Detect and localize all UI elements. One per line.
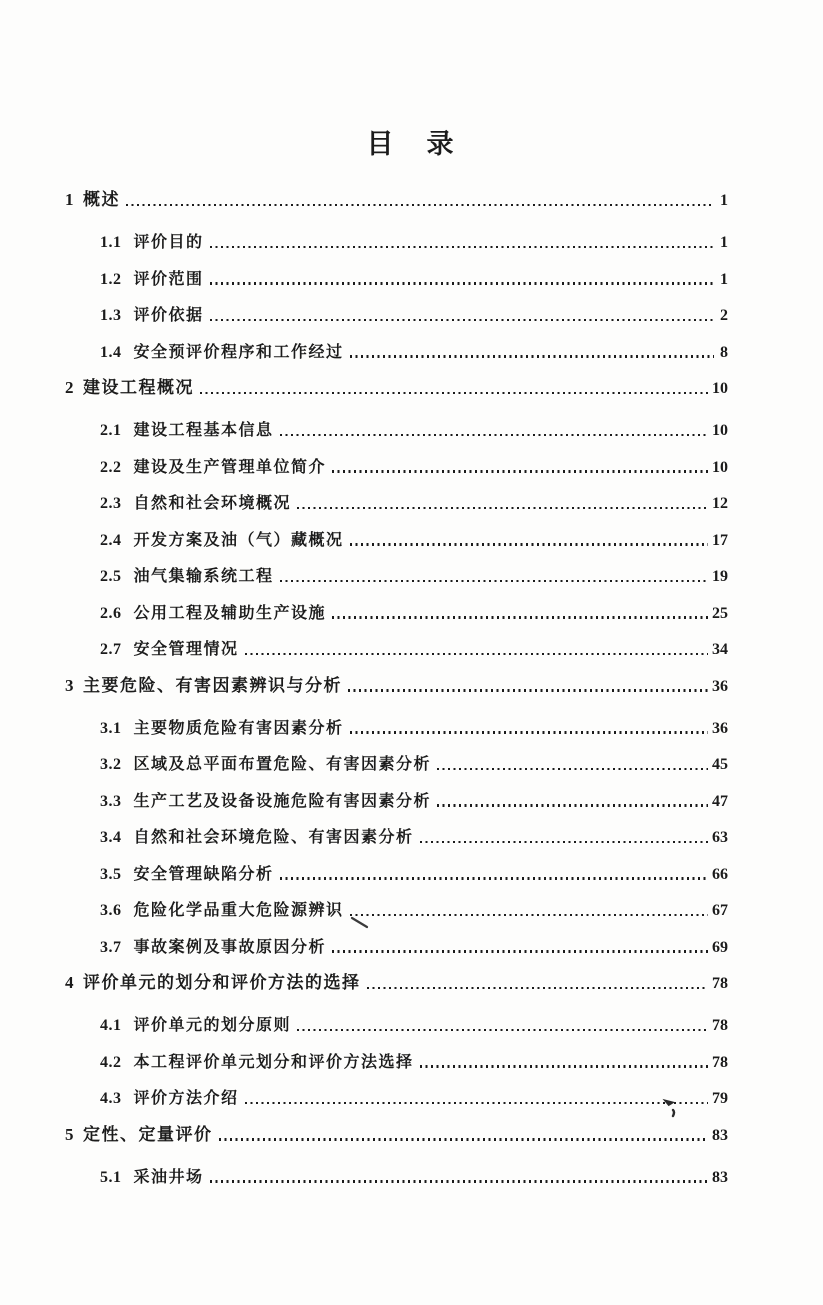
toc-entry-title: 油气集输系统工程 [133,568,274,585]
toc-entry-number: 3.7 [100,938,122,956]
toc-entry-title: 事故案例及事故原因分析 [133,938,327,956]
toc-entry-number: 1.1 [100,234,122,251]
toc-entry-number: 2.5 [100,568,122,585]
toc-entry-page: 63 [712,829,728,846]
toc-entry-title: 安全管理缺陷分析 [133,865,274,883]
dot-leader-icon [297,1029,708,1032]
toc-entry [100,935,728,957]
toc-entry-page: 67 [712,902,728,919]
toc-entry [100,1165,728,1187]
toc-entry-title: 本工程评价单元划分和评价方法选择 [133,1053,414,1071]
toc-entry [100,418,728,440]
toc-entry-number: 1.3 [100,307,122,324]
toc-entry-number: 3.4 [100,829,122,846]
toc-entry-title: 采油井场 [133,1168,204,1186]
dot-leader-icon [280,877,708,880]
dot-leader-icon [332,470,708,473]
dot-leader-icon [367,987,709,990]
toc-entry-page: 69 [712,938,728,956]
dot-leader-icon [420,1065,708,1068]
toc-entry-number: 2.6 [100,604,122,622]
toc-entry-page: 2 [720,307,728,324]
dot-leader-icon [210,246,714,249]
toc-entry [65,188,728,210]
toc-entry-title: 自然和社会环境概况 [133,495,292,512]
dot-leader-icon [210,1180,708,1183]
toc-entry-page: 66 [712,865,728,883]
toc-entry-number: 3.1 [100,719,122,737]
toc-entry-number: 4.3 [100,1090,122,1107]
toc-entry [100,637,728,659]
dot-leader-icon [245,653,708,656]
dot-leader-icon [126,204,714,207]
dot-leader-icon [245,1102,708,1105]
toc-entry-number: 1.2 [100,270,122,288]
toc-entry-number: 1 [65,190,74,209]
toc-entry-title: 评价单元的划分和评价方法的选择 [83,973,361,992]
toc-entry-title: 评价单元的划分原则 [133,1017,292,1034]
toc-entry-title: 概述 [83,190,120,209]
toc-entry-number: 2.7 [100,641,122,658]
toc-entry-title: 评价范围 [133,270,204,288]
toc-entry-page: 19 [712,568,728,585]
toc-entry [65,1123,728,1145]
dot-leader-icon [420,841,708,844]
toc-entry-title: 危险化学品重大危险源辨识 [133,902,344,919]
toc-entry [100,789,728,811]
toc-entry [100,601,728,623]
toc-entry-page: 8 [720,343,728,361]
toc-list [0,183,823,1201]
toc-entry-title: 建设工程概况 [83,378,194,397]
toc-entry-page: 34 [712,641,728,658]
dot-leader-icon [350,731,708,734]
toc-entry-page: 45 [712,756,728,773]
dot-leader-icon [437,768,708,771]
toc-entry [100,862,728,884]
toc-entry-title: 区域及总平面布置危险、有害因素分析 [133,756,432,773]
toc-entry-title: 生产工艺及设备设施危险有害因素分析 [133,792,432,810]
toc-entry [100,898,728,920]
toc-entry-page: 78 [712,975,728,992]
toc-entry [65,674,728,696]
toc-entry [100,455,728,477]
toc-entry-title: 评价方法介绍 [133,1090,239,1107]
toc-entry-page: 1 [720,234,728,251]
toc-entry [65,971,728,993]
toc-entry-number: 5.1 [100,1168,122,1186]
toc-entry [100,825,728,847]
toc-entry-title: 建设及生产管理单位简介 [133,458,327,476]
page-title: 目 录 [366,129,457,159]
toc-entry-page: 83 [712,1126,728,1144]
toc-entry-page: 17 [712,531,728,549]
toc-entry [100,230,728,252]
toc-entry-number: 3.3 [100,792,122,810]
toc-entry-number: 2 [65,378,74,397]
dot-leader-icon [210,319,714,322]
toc-entry-page: 78 [712,1053,728,1071]
toc-entry-page: 12 [712,495,728,512]
toc-entry-title: 公用工程及辅助生产设施 [133,604,327,622]
toc-entry-number: 2.2 [100,458,122,476]
dot-leader-icon [280,580,708,583]
toc-entry-page: 36 [712,719,728,737]
toc-entry-page: 10 [712,380,728,397]
toc-entry-page: 36 [712,677,728,695]
dot-leader-icon [437,804,708,807]
toc-entry [100,267,728,289]
toc-entry-title: 定性、定量评价 [83,1124,213,1144]
toc-entry-title: 自然和社会环境危险、有害因素分析 [133,829,414,846]
toc-entry [100,752,728,774]
toc-entry [100,1050,728,1072]
dot-leader-icon [350,543,708,546]
toc-entry-number: 5 [65,1124,74,1144]
dot-leader-icon [350,914,708,917]
toc-entry-title: 开发方案及油（气）藏概况 [133,531,344,549]
toc-entry-page: 10 [712,422,728,439]
dot-leader-icon [297,507,708,510]
toc-entry-page: 47 [712,792,728,810]
toc-entry [100,491,728,513]
toc-entry-page: 1 [720,270,728,288]
toc-entry-title: 安全预评价程序和工作经过 [133,343,344,361]
toc-entry-number: 1.4 [100,343,122,361]
toc-entry [100,340,728,362]
toc-entry [100,1013,728,1035]
dot-leader-icon [280,434,708,437]
toc-entry [100,1086,728,1108]
toc-entry-number: 2.3 [100,495,122,512]
toc-entry-title: 主要危险、有害因素辨识与分析 [83,675,342,695]
toc-entry-title: 评价依据 [133,307,204,324]
toc-entry [100,564,728,586]
toc-entry-number: 3 [65,675,74,695]
toc-entry-title: 评价目的 [133,234,204,251]
dot-leader-icon [332,950,708,953]
toc-entry-number: 4.2 [100,1053,122,1071]
dot-leader-icon [219,1138,709,1141]
toc-entry-number: 4.1 [100,1017,122,1034]
toc-entry-number: 2.4 [100,531,122,549]
toc-entry-page: 78 [712,1017,728,1034]
toc-entry-page: 79 [712,1090,728,1107]
toc-entry-number: 3.6 [100,902,122,919]
dot-leader-icon [200,392,708,395]
dot-leader-icon [350,355,714,358]
toc-entry-title: 建设工程基本信息 [133,422,274,439]
dot-leader-icon [210,282,714,285]
toc-entry-page: 10 [712,458,728,476]
toc-entry [100,303,728,325]
toc-entry [100,528,728,550]
dot-leader-icon [332,616,708,619]
toc-entry-number: 4 [65,973,74,992]
toc-entry [65,376,728,398]
dot-leader-icon [348,689,708,692]
toc-entry-number: 3.2 [100,756,122,773]
toc-entry-number: 3.5 [100,865,122,883]
toc-entry [100,716,728,738]
toc-entry-number: 2.1 [100,422,122,439]
toc-entry-page: 83 [712,1168,728,1186]
toc-entry-page: 25 [712,604,728,622]
toc-entry-title: 安全管理情况 [133,641,239,658]
toc-entry-page: 1 [720,192,728,209]
toc-entry-title: 主要物质危险有害因素分析 [133,719,344,737]
